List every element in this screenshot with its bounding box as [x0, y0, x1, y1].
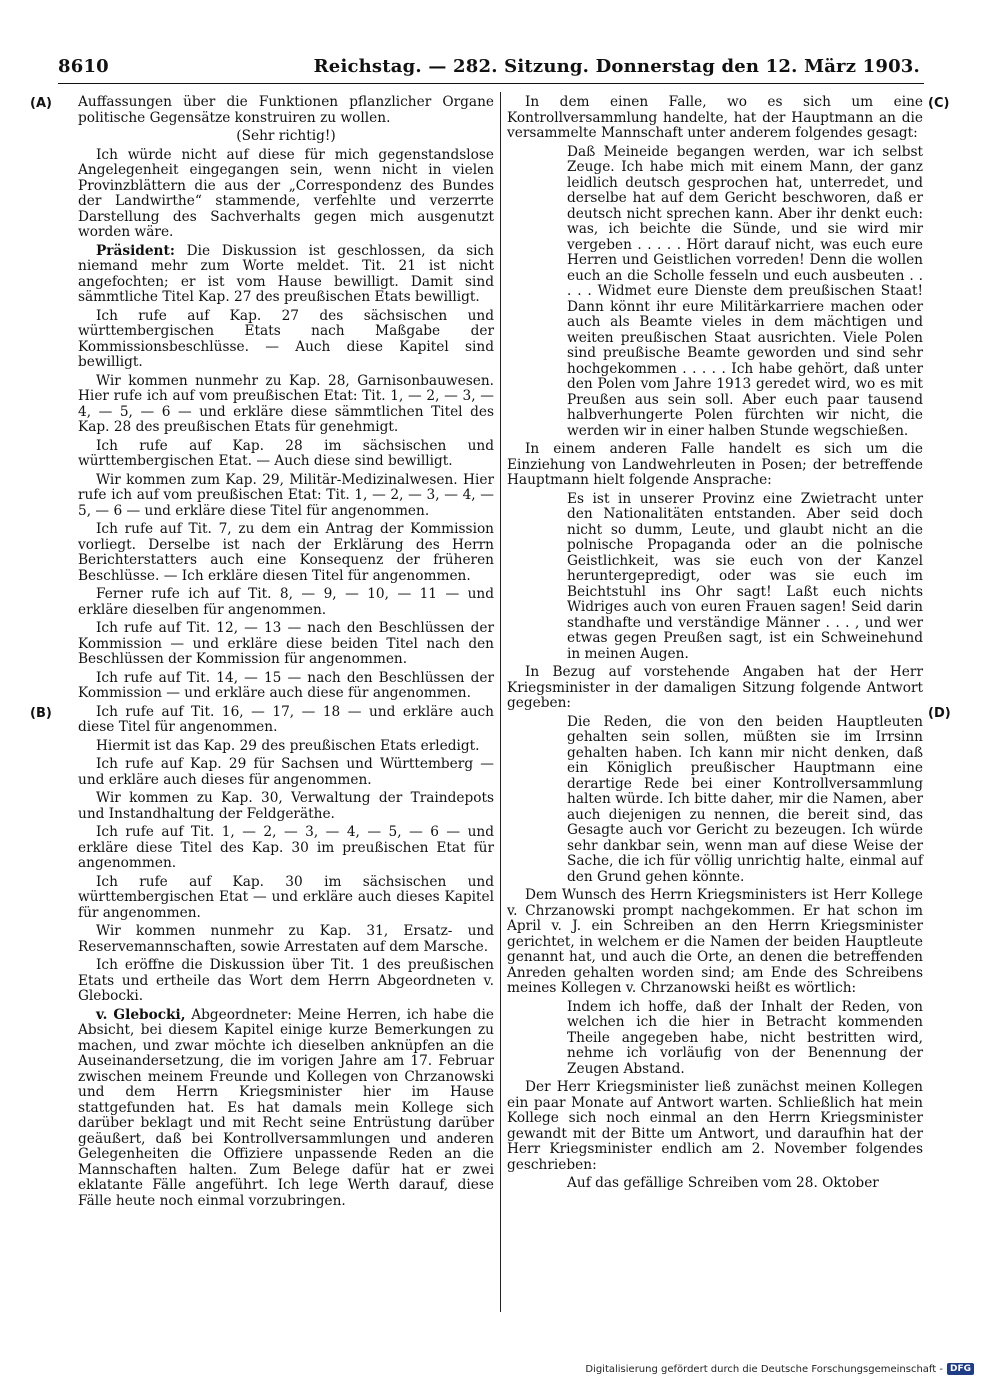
paragraph: Wir kommen zum Kap. 29, Militär-Medizinalwesen. Hier rufe ich auf vom preußischen Etat: Tit. 1, — 2, — 3, — 4, — 5, — 6 — und erkläre diese Titel für angenommen.: [78, 471, 494, 519]
paragraph: Ich rufe auf Kap. 30 im sächsischen und württembergischen Etat — und erkläre auch dieses Kapitel für angenommen.: [78, 873, 494, 921]
paragraph: Ich würde nicht auf diese für mich gegenstandslose Angelegenheit eingegangen sein, wenn nicht in vielen Provinzblättern die aus der „Correspondenz des Bundes der Landwirthe“ stammende, verfehlte und verzerrte Darstellung des Sachverhalts gegen mich ausgenutzt worden wäre.: [78, 146, 494, 240]
quoted-speech: Daß Meineide begangen werden, war ich selbst Zeuge. Ich habe mich mit einem Mann, der ganz leidlich deutsch gesprochen hat, unterredet, und derselbe hat auf dem Gericht beschworen, daß er deutsch nicht sprechen kann. Aber ihr denkt euch: was, ich beichte die Sünde, und sie wird mir vergeben . . . . . Hört darauf nicht, was euch eure Herren und Geistlichen vorreden! Denn die wollen euch an die Scholle fesseln und euch ausbeuten . . . . . Widmet eure Dienste dem preußischen Staat! Dann könnt ihr eure Militärkarriere machen oder auch als Beamte vieles in dem mächtigen und weiten preußischen Staat ausrichten. Viele Polen sind preußische Beamte geworden und sind sehr hochgekommen . . . . . Ich habe gehört, daß unter den Polen vom Jahre 1913 geredet wird, wo es mit Preußen aus sein soll. Aber euch paar tausend halbverhungerte Polen fürchten wir nicht, die werden wir in einer halben Stunde wegschießen.: [567, 143, 923, 439]
speaker-paragraph: [78, 244, 494, 306]
margin-marker-a: (A): [30, 96, 52, 111]
margin-marker-c: (C): [928, 96, 950, 111]
paragraph: Wir kommen nunmehr zu Kap. 28, Garnisonbauwesen. Hier rufe ich auf vom preußischen Etat: Tit. 1, — 2, — 3, — 4, — 5, — 6 — und erkläre diese sämmtlichen Titel des Kap. 28 des preußischen Etats für genehmigt.: [78, 372, 494, 435]
footer: [585, 1363, 974, 1375]
paragraph: Ich rufe auf Tit. 16, — 17, — 18 — und erkläre auch diese Titel für angenommen.: [78, 703, 494, 735]
page-number: 8610: [58, 56, 109, 77]
paragraph: Hiermit ist das Kap. 29 des preußischen Etats erledigt.: [96, 737, 480, 754]
paragraph: Ich rufe auf Tit. 14, — 15 — nach den Beschlüssen der Kommission — und erkläre auch diese für angenommen.: [78, 669, 494, 701]
paragraph: Ich rufe auf Kap. 29 für Sachsen und Württemberg — und erkläre auch dieses für angenommen.: [78, 756, 494, 788]
paragraph: Ich rufe auf Tit. 1, — 2, — 3, — 4, — 5, — 6 — und erkläre diese Titel des Kap. 30 im preußischen Etat für angenommen.: [78, 824, 494, 871]
paragraph: Ferner rufe ich auf Tit. 8, — 9, — 10, — 11 — und erkläre dieselben für angenommen.: [78, 586, 494, 618]
paragraph: Ich rufe auf Tit. 12, — 13 — nach den Beschlüssen der Kommission — und erkläre diese beiden Titel nach den Beschlüssen der Kommission für angenommen.: [78, 620, 494, 667]
speaker-text: Die Diskussion ist geschlossen, da sich niemand mehr zum Worte meldet. Tit. 21 ist nicht angefochten; er ist vom Hause bewilligt. Damit sind sämmtliche Titel Kap. 27 des preußischen Etats bewilligt.: [78, 242, 494, 305]
paragraph: In einem anderen Falle handelt es sich um die Einziehung von Landwehrleuten in Posen; der betreffende Hauptmann hielt folgende Ansprache:: [507, 441, 923, 488]
speaker-text: Abgeordneter: Meine Herren, ich habe die Absicht, bei diesem Kapitel einige kurze Bemerkungen zu machen, und zwar möchte ich dieselben anknüpfen an die Auseinandersetzung, die im vorigen Jahre am 17. Februar zwischen meinem Freunde und Kollegen von Chrzanowski und dem Herrn Kriegsminister hier im Hause stattgefunden hat. Es hat damals mein Kollege sich darüber beklagt und mit Recht seine Entrüstung darüber geäußert, daß bei Kontrollversammlungen und anderen Gelegenheiten die Offiziere unpassende Reden an die Mannschaften halten. Zum Belege dafür hat er zwei eklatante Fälle angeführt. Ich lege Werth darauf, diese Fälle heute noch einmal vorzubringen.: [78, 1006, 494, 1209]
paragraph: Ich eröffne die Diskussion über Tit. 1 des preußischen Etats und ertheile das Wort dem Herrn Abgeordneten v. Glebocki.: [78, 957, 494, 1004]
running-title: Reichstag. — 282. Sitzung. Donnerstag den 12. März 1903.: [313, 56, 920, 77]
paragraph: Ich rufe auf Kap. 27 des sächsischen und württembergischen Etats nach Maßgabe der Kommissionsbeschlüsse. — Auch diese Kapitel sind bewilligt.: [78, 307, 494, 370]
dfg-logo: DFG: [947, 1363, 974, 1375]
interjection: (Sehr richtig!): [236, 128, 336, 144]
quoted-speech: Indem ich hoffe, daß der Inhalt der Reden, von welchen ich die hier in Betracht kommenden Theile angegeben habe, nicht bestritten wird, nehme ich vorläufig von der Benennung der Zeugen Abstand.: [567, 998, 923, 1077]
column-divider: [500, 92, 501, 1312]
quoted-speech: Auf das gefällige Schreiben vom 28. Oktober: [567, 1175, 879, 1191]
paragraph: Dem Wunsch des Herrn Kriegsministers ist Herr Kollege v. Chrzanowski prompt nachgekommen. Er hat schon im April v. J. ein Schreiben an den Herrn Kriegsminister gerichtet, in welchem er die Namen der beiden Hauptleute genannt hat, und auch die Orte, an denen die betreffenden Anreden gehalten worden sind; am Ende des Schreibens meines Kollegen v. Chrzanowski heißt es wörtlich:: [507, 887, 923, 996]
paragraph: Wir kommen zu Kap. 30, Verwaltung der Traindepots und Instandhaltung der Feldgeräthe.: [78, 790, 494, 822]
speaker-name: v. Glebocki,: [96, 1006, 186, 1023]
paragraph: Der Herr Kriegsminister ließ zunächst meinen Kollegen ein paar Monate auf Antwort warten. Schließlich hat mein Kollege sich noch einmal an den Herrn Kriegsminister gewandt mit der Bitte um Antwort, und daraufhin hat der Herr Kriegsminister endlich am 2. November folgendes geschrieben:: [507, 1079, 923, 1173]
margin-marker-d: (D): [928, 706, 951, 721]
paragraph: Auffassungen über die Funktionen pflanzlicher Organe politische Gegensätze konstruiren zu wollen.: [78, 94, 494, 126]
footer-text: Digitalisierung gefördert durch die Deutsche Forschungsgemeinschaft -: [585, 1363, 943, 1375]
right-column: [507, 95, 923, 1195]
page-header: [58, 56, 924, 82]
paragraph: Ich rufe auf Kap. 28 im sächsischen und württembergischen Etat. — Auch diese sind bewilligt.: [78, 437, 494, 469]
left-column: [78, 95, 494, 1212]
speaker-paragraph: [78, 1008, 494, 1210]
header-rule: [58, 83, 924, 84]
paragraph: In Bezug auf vorstehende Angaben hat der Herr Kriegsminister in der damaligen Sitzung folgende Antwort gegeben:: [507, 664, 923, 711]
quoted-speech: Die Reden, die von den beiden Hauptleuten gehalten sein sollen, müßten sie im Irrsinn gehalten haben. Ich kann mir nicht denken, daß ein Königlich preußischer Hauptmann eine derartige Rede bei einer Kontrollversammlung halten würde. Ich bitte daher, mir die Namen, aber auch diejenigen zu nennen, die bereit sind, das Gesagte auch vor Gericht zu bezeugen. Ich würde sehr dankbar sein, wenn man auf diese Weise der Sache, die ich für völlig unrichtig halte, einmal auf den Grund gehen könnte.: [567, 713, 923, 885]
paragraph: Wir kommen nunmehr zu Kap. 31, Ersatz- und Reservemannschaften, sowie Arrestaten auf dem Marsche.: [78, 923, 494, 955]
margin-marker-b: (B): [30, 706, 52, 721]
quoted-speech: Es ist in unserer Provinz eine Zwietracht unter den Nationalitäten entstanden. Aber seid doch nicht so dumm, Leute, und glaubt nicht an die polnische Propaganda oder an die polnische Geistlichkeit, was sie euch von der Kanzel heruntergepredigt, oder was sie euch im Beichtstuhl ins Ohr sagt! Laßt euch nichts Widriges auch von euren Frauen sagen! Seid darin standhafte und verständige Männer . . . , und wer etwas gegen Preußen sagt, ist ein Schweinehund in meinen Augen.: [567, 490, 923, 662]
paragraph: In dem einen Falle, wo es sich um eine Kontrollversammlung handelte, hat der Hauptmann an die versammelte Mannschaft unter anderem folgendes gesagt:: [507, 94, 923, 141]
paragraph: Ich rufe auf Tit. 7, zu dem ein Antrag der Kommission vorliegt. Derselbe ist nach der Erklärung des Herrn Berichterstatters auch eine Konsequenz der früheren Beschlüsse. — Ich erkläre diesen Titel für angenommen.: [78, 521, 494, 584]
speaker-name: Präsident:: [96, 242, 175, 259]
